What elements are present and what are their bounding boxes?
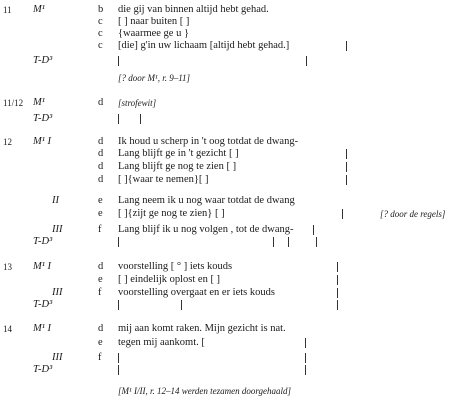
witness-siglum: T-D³ bbox=[33, 55, 53, 66]
variant-bar-marker bbox=[337, 300, 338, 310]
editorial-note: [strofewit] bbox=[118, 98, 157, 108]
variant-bar-marker bbox=[305, 353, 306, 363]
variant-text: {waarmee ge u } bbox=[118, 28, 190, 39]
variant-text: [die] g'in uw lichaam [altijd hebt gehad.] bbox=[118, 40, 290, 51]
version-letter: d bbox=[98, 323, 104, 334]
variant-bar-marker bbox=[118, 237, 119, 247]
variant-bar-marker bbox=[118, 114, 119, 124]
variant-bar-marker bbox=[118, 365, 119, 375]
variant-text: die gij van binnen altijd hebt gehad. bbox=[118, 4, 269, 15]
variant-text: tegen mij aankomt. [ bbox=[118, 337, 205, 348]
witness-siglum: M¹ bbox=[33, 97, 45, 108]
version-letter: e bbox=[98, 274, 103, 285]
variant-bar-marker bbox=[118, 353, 119, 363]
version-letter: e bbox=[98, 337, 103, 348]
version-letter: c bbox=[98, 40, 103, 51]
witness-siglum: M¹ I bbox=[33, 261, 52, 272]
variant-bar-marker bbox=[346, 175, 347, 185]
line-number: 11 bbox=[3, 5, 12, 15]
witness-siglum: T-D³ bbox=[33, 236, 53, 247]
witness-siglum: III bbox=[52, 287, 63, 298]
variant-bar-marker bbox=[337, 262, 338, 272]
variant-bar-marker bbox=[305, 338, 306, 348]
witness-siglum: T-D³ bbox=[33, 113, 53, 124]
version-letter: d bbox=[98, 97, 104, 108]
variant-text: Lang blijf ik u nog volgen , tot de dwang- bbox=[118, 224, 294, 235]
witness-siglum: II bbox=[52, 195, 59, 206]
witness-siglum: M¹ I bbox=[33, 323, 52, 334]
witness-siglum: T-D³ bbox=[33, 364, 53, 375]
variant-text: Lang blijft ge in 't gezicht [ ] bbox=[118, 148, 239, 159]
variant-text: Ik houd u scherp in 't oog totdat de dwang- bbox=[118, 136, 299, 147]
variant-bar-marker bbox=[337, 275, 338, 285]
version-letter: d bbox=[98, 261, 104, 272]
variant-bar-marker bbox=[288, 237, 289, 247]
variant-bar-marker bbox=[313, 225, 314, 235]
version-letter: d bbox=[98, 174, 104, 185]
version-letter: f bbox=[98, 352, 102, 363]
version-letter: e bbox=[98, 195, 103, 206]
variant-bar-marker bbox=[346, 41, 347, 51]
variant-bar-marker bbox=[342, 209, 343, 219]
version-letter: d bbox=[98, 136, 104, 147]
version-letter: d bbox=[98, 148, 104, 159]
variant-bar-marker bbox=[306, 56, 307, 66]
variant-bar-marker bbox=[346, 162, 347, 172]
variant-bar-marker bbox=[346, 149, 347, 159]
witness-siglum: M¹ I bbox=[33, 136, 52, 147]
variant-text: Lang neem ik u nog waar totdat de dwang bbox=[118, 195, 295, 206]
editorial-note: [M¹ I/II, r. 12–14 werden tezamen doorgehaald] bbox=[118, 386, 292, 396]
witness-siglum: T-D³ bbox=[33, 299, 53, 310]
version-letter: b bbox=[98, 4, 104, 15]
variant-bar-marker bbox=[337, 288, 338, 298]
variant-bar-marker bbox=[181, 300, 182, 310]
variant-text: voorstelling overgaat en er iets kouds bbox=[118, 287, 275, 298]
version-letter: c bbox=[98, 16, 103, 27]
variant-bar-marker bbox=[305, 365, 306, 375]
variant-bar-marker bbox=[316, 237, 317, 247]
variant-bar-marker bbox=[273, 237, 274, 247]
version-letter: f bbox=[98, 287, 102, 298]
version-letter: e bbox=[98, 208, 103, 219]
variant-text: [ ]{zijt ge nog te zien} [ ] bbox=[118, 208, 225, 219]
variant-text: [ ] eindelijk oplost en [ ] bbox=[118, 274, 221, 285]
line-number: 13 bbox=[3, 262, 12, 272]
variant-text: voorstelling [ ° ] iets kouds bbox=[118, 261, 233, 272]
variant-bar-marker bbox=[140, 114, 141, 124]
witness-siglum: III bbox=[52, 224, 63, 235]
side-note: [? door de regels] bbox=[380, 209, 446, 219]
version-letter: f bbox=[98, 224, 102, 235]
witness-siglum: M¹ bbox=[33, 4, 45, 15]
variant-text: [ ] naar buiten [ ] bbox=[118, 16, 190, 27]
witness-siglum: III bbox=[52, 352, 63, 363]
editorial-note: [? door M¹, r. 9–11] bbox=[118, 73, 191, 83]
line-number: 11/12 bbox=[3, 98, 24, 108]
line-number: 14 bbox=[3, 324, 12, 334]
variant-text: Lang blijft ge nog te zien [ ] bbox=[118, 161, 237, 172]
variant-text: [ ]{waar te nemen}[ ] bbox=[118, 174, 209, 185]
version-letter: c bbox=[98, 28, 103, 39]
line-number: 12 bbox=[3, 137, 12, 147]
version-letter: d bbox=[98, 161, 104, 172]
variant-text: mij aan komt raken. Mijn gezicht is nat. bbox=[118, 323, 286, 334]
variant-bar-marker bbox=[118, 56, 119, 66]
variant-bar-marker bbox=[118, 300, 119, 310]
